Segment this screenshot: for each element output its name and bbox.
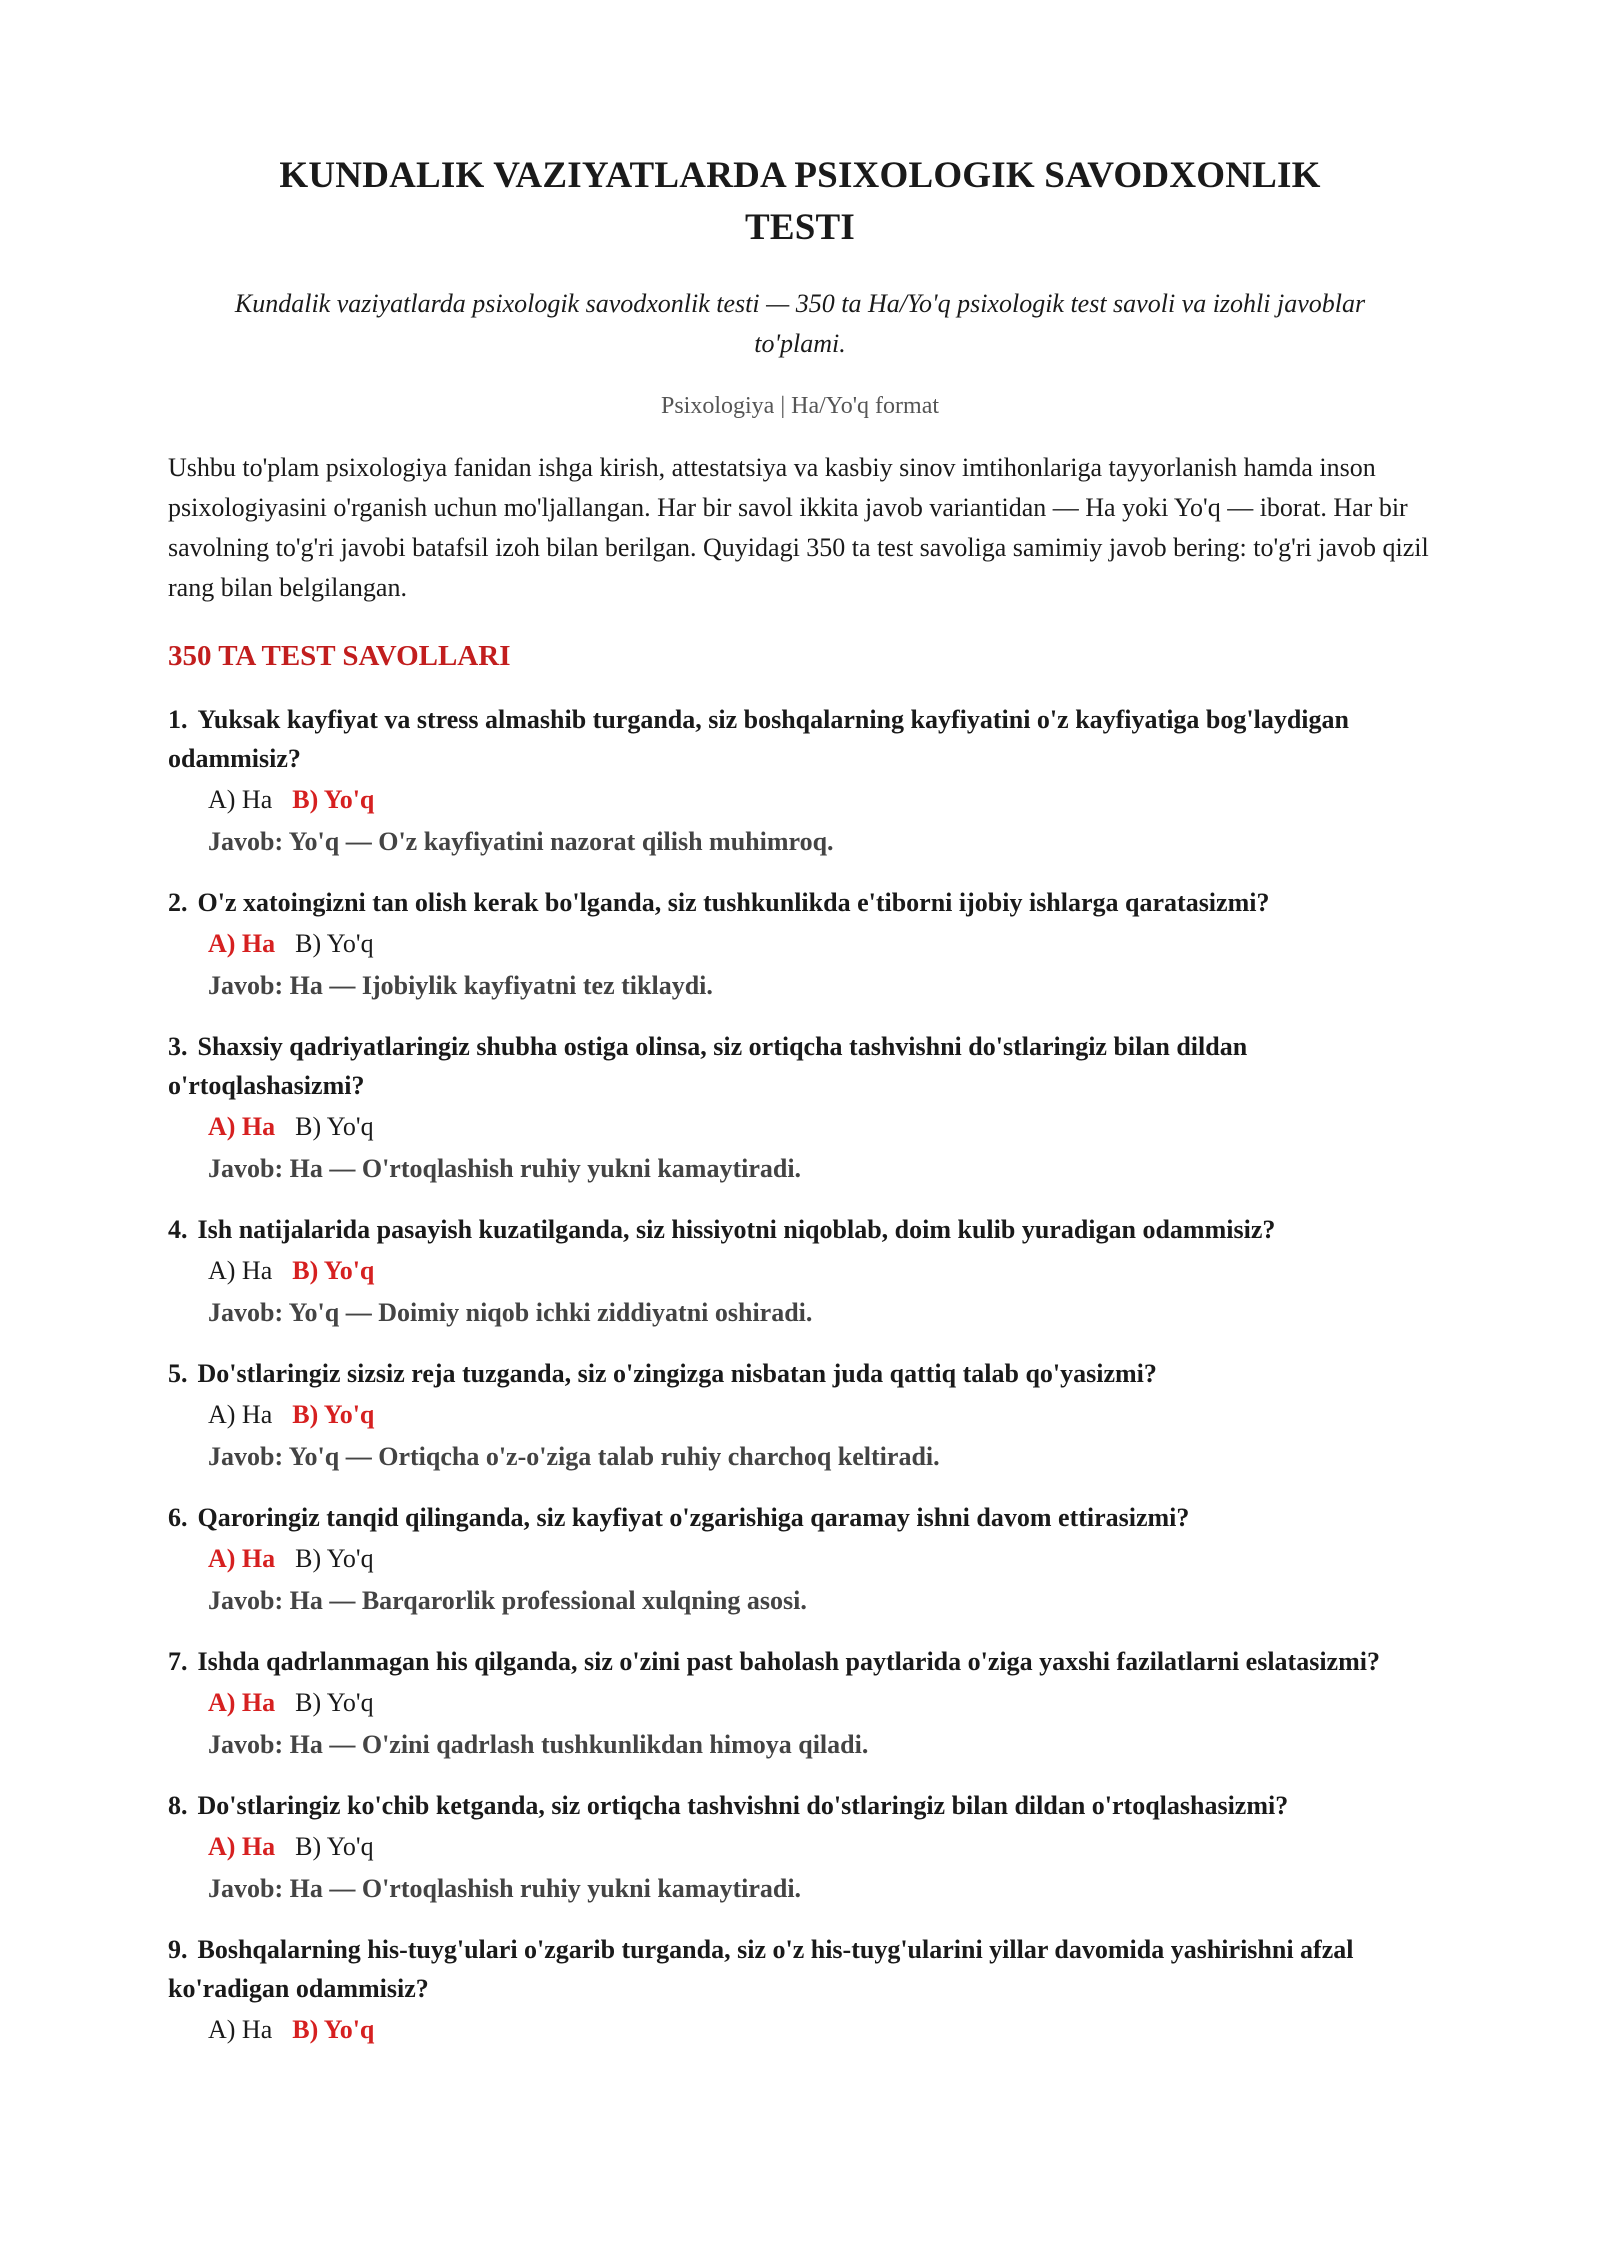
question-item — [168, 1498, 1432, 1622]
answer-explanation: Javob: Ha — O'zini qadrlash tushkunlikdan himoya qiladi. — [208, 1730, 869, 1759]
question-number: 6. — [168, 1503, 188, 1532]
option-ha[interactable]: A) Ha — [208, 1256, 273, 1285]
document-subtitle: Kundalik vaziyatlarda psixologik savodxonlik testi — 350 ta Ha/Yo'q psixologik test savoli va izohli javoblar to'plami. — [234, 289, 1366, 358]
answer-explanation: Javob: Yo'q — O'z kayfiyatini nazorat qilish muhimroq. — [208, 827, 834, 856]
question-item — [168, 1786, 1432, 1910]
option-yoq[interactable]: B) Yo'q — [292, 1256, 375, 1285]
section-title: 350 TA TEST SAVOLLARI — [168, 640, 511, 672]
question-body: Boshqalarning his-tuyg'ulari o'zgarib turganda, siz o'z his-tuyg'ularini yillar davomida yashirishni afzal ko'radigan odammisiz? — [168, 1935, 1354, 2003]
option-ha[interactable]: A) Ha — [208, 2015, 273, 2044]
question-text — [168, 1027, 1432, 1105]
question-text — [168, 700, 1432, 778]
question-text — [168, 1786, 1432, 1825]
option-yoq[interactable]: B) Yo'q — [295, 1832, 374, 1861]
answer-explanation: Javob: Ha — O'rtoqlashish ruhiy yukni kamaytiradi. — [208, 1874, 802, 1903]
answer-options — [168, 922, 1432, 965]
answer-options — [168, 1105, 1432, 1148]
question-text — [168, 1930, 1432, 2008]
question-text — [168, 1642, 1432, 1681]
question-body: O'z xatoingizni tan olish kerak bo'lganda, siz tushkunlikda e'tiborni ijobiy ishlarga qaratasizmi? — [197, 888, 1270, 917]
option-yoq[interactable]: B) Yo'q — [292, 785, 375, 814]
question-body: Yuksak kayfiyat va stress almashib turganda, siz boshqalarning kayfiyatini o'z kayfiyatiga bog'laydigan odammisiz? — [168, 705, 1349, 773]
question-body: Qaroringiz tanqid qilinganda, siz kayfiyat o'zgarishiga qaramay ishni davom ettirasizmi? — [197, 1503, 1190, 1532]
question-item — [168, 883, 1432, 1007]
option-yoq[interactable]: B) Yo'q — [295, 1112, 374, 1141]
question-item — [168, 1642, 1432, 1766]
question-number: 2. — [168, 888, 188, 917]
option-ha[interactable]: A) Ha — [208, 1832, 276, 1861]
answer-explanation: Javob: Ha — O'rtoqlashish ruhiy yukni kamaytiradi. — [208, 1154, 802, 1183]
question-number: 4. — [168, 1215, 188, 1244]
question-number: 7. — [168, 1647, 188, 1676]
answer-options — [168, 1249, 1432, 1292]
answer-explanation: Javob: Yo'q — Doimiy niqob ichki ziddiyatni oshiradi. — [208, 1298, 813, 1327]
answer-options — [168, 1537, 1432, 1580]
answer-options — [168, 2008, 1432, 2051]
question-text — [168, 883, 1432, 922]
option-yoq[interactable]: B) Yo'q — [295, 1688, 374, 1717]
option-yoq[interactable]: B) Yo'q — [295, 1544, 374, 1573]
option-ha[interactable]: A) Ha — [208, 785, 273, 814]
question-number: 9. — [168, 1935, 188, 1964]
question-body: Ish natijalarida pasayish kuzatilganda, siz hissiyotni niqoblab, doim kulib yuradigan odammisiz? — [197, 1215, 1276, 1244]
answer-explanation: Javob: Ha — Barqarorlik professional xulqning asosi. — [208, 1586, 807, 1615]
answer-options — [168, 1393, 1432, 1436]
option-ha[interactable]: A) Ha — [208, 1400, 273, 1429]
question-number: 8. — [168, 1791, 188, 1820]
question-item — [168, 1354, 1432, 1478]
question-text — [168, 1354, 1432, 1393]
option-yoq[interactable]: B) Yo'q — [292, 2015, 375, 2044]
question-text — [168, 1498, 1432, 1537]
answer-explanation: Javob: Yo'q — Ortiqcha o'z-o'ziga talab ruhiy charchoq keltiradi. — [208, 1442, 940, 1471]
question-number: 5. — [168, 1359, 188, 1388]
document-meta: Psixologiya | Ha/Yo'q format — [660, 393, 940, 419]
question-item — [168, 1027, 1432, 1190]
option-ha[interactable]: A) Ha — [208, 1544, 276, 1573]
question-body: Do'stlaringiz ko'chib ketganda, siz ortiqcha tashvishni do'stlaringiz bilan dildan o'rtoqlashasizmi? — [197, 1791, 1289, 1820]
question-number: 1. — [168, 705, 188, 734]
document-title: KUNDALIK VAZIYATLARDA PSIXOLOGIK SAVODXONLIK TESTI — [279, 155, 1321, 248]
question-list — [168, 700, 1432, 2051]
question-body: Ishda qadrlanmagan his qilganda, siz o'zini past baholash paytlarida o'ziga yaxshi fazilatlarni eslatasizmi? — [197, 1647, 1380, 1676]
question-body: Do'stlaringiz sizsiz reja tuzganda, siz o'zingizga nisbatan juda qattiq talab qo'yasizmi? — [197, 1359, 1157, 1388]
intro-paragraph: Ushbu to'plam psixologiya fanidan ishga kirish, attestatsiya va kasbiy sinov imtihonlariga tayyorlanish hamda inson psixologiyasini o'rganish uchun mo'ljallangan. Har bir savol ikkita javob variantidan — Ha yoki Yo'q — iborat. Har bir savolning to'g'ri javobi batafsil izoh bilan berilgan. Quyidagi 350 ta test savoliga samimiy javob bering: to'g'ri javob qizil rang bilan belgilangan. — [168, 453, 1429, 602]
option-yoq[interactable]: B) Yo'q — [292, 1400, 375, 1429]
option-ha[interactable]: A) Ha — [208, 1688, 276, 1717]
answer-options — [168, 1825, 1432, 1868]
option-ha[interactable]: A) Ha — [208, 1112, 276, 1141]
answer-options — [168, 778, 1432, 821]
question-item — [168, 700, 1432, 863]
question-text — [168, 1210, 1432, 1249]
question-body: Shaxsiy qadriyatlaringiz shubha ostiga olinsa, siz ortiqcha tashvishni do'stlaringiz bilan dildan o'rtoqlashasizmi? — [168, 1032, 1248, 1100]
question-item — [168, 1210, 1432, 1334]
question-number: 3. — [168, 1032, 188, 1061]
option-yoq[interactable]: B) Yo'q — [295, 929, 374, 958]
answer-options — [168, 1681, 1432, 1724]
question-item — [168, 1930, 1432, 2051]
option-ha[interactable]: A) Ha — [208, 929, 276, 958]
answer-explanation: Javob: Ha — Ijobiylik kayfiyatni tez tiklaydi. — [208, 971, 713, 1000]
